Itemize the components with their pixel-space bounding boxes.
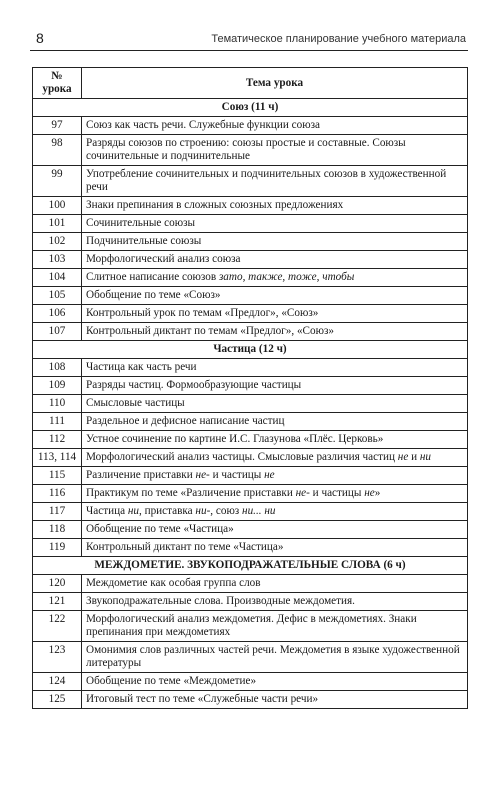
section-row: [33, 341, 468, 359]
lesson-number: 120: [33, 575, 82, 593]
lesson-number: 97: [33, 117, 82, 135]
lesson-topic: [82, 449, 468, 467]
running-header: [30, 24, 468, 51]
lesson-row: [33, 323, 468, 341]
topic-text: Морфологический анализ междометия. Дефис в междометиях. Знаки препинания при междометиях: [86, 613, 417, 638]
lesson-topic: [82, 691, 468, 709]
lesson-number: 115: [33, 467, 82, 485]
lesson-number: 106: [33, 305, 82, 323]
topic-text: , союз: [210, 505, 243, 517]
topic-text: Устное сочинение по картине И.С. Глазунова «Плёс. Церковь»: [86, 433, 384, 445]
topic-text: Омонимия слов различных частей речи. Междометия в языке художественной литературы: [86, 644, 460, 669]
topic-text: Различение приставки: [86, 469, 196, 481]
lesson-row: [33, 413, 468, 431]
topic-text: и частицы: [209, 469, 265, 481]
lesson-number: 119: [33, 539, 82, 557]
lesson-topic: [82, 359, 468, 377]
topic-text: и частицы: [309, 487, 365, 499]
lesson-number: 124: [33, 673, 82, 691]
lesson-row: [33, 521, 468, 539]
lesson-row: [33, 215, 468, 233]
lesson-row: [33, 431, 468, 449]
topic-text: Разряды частиц. Формообразующие частицы: [86, 379, 302, 391]
topic-text: Контрольный урок по темам «Предлог», «Союз»: [86, 307, 319, 319]
topic-text-italic: не: [397, 451, 409, 463]
topic-text: Итоговый тест по теме «Служебные части речи»: [86, 693, 319, 705]
lesson-number: 116: [33, 485, 82, 503]
column-header-number: № урока: [33, 68, 82, 99]
lesson-row: [33, 485, 468, 503]
table-header-row: [33, 68, 468, 99]
topic-text: Союз как часть речи. Служебные функции союза: [86, 119, 320, 131]
topic-text: Контрольный диктант по теме «Частица»: [86, 541, 284, 553]
section-title: Частица (12 ч): [33, 341, 468, 359]
lesson-number: 101: [33, 215, 82, 233]
lesson-number: 113, 114: [33, 449, 82, 467]
topic-text: Знаки препинания в сложных союзных предложениях: [86, 199, 344, 211]
lesson-row: [33, 233, 468, 251]
topic-text: , приставка: [138, 505, 196, 517]
lesson-row: [33, 691, 468, 709]
lesson-number: 111: [33, 413, 82, 431]
lesson-row: [33, 287, 468, 305]
topic-text: Звукоподражательные слова. Производные междометия.: [86, 595, 355, 607]
topic-text-italic: не: [264, 469, 275, 481]
section-row: [33, 557, 468, 575]
lesson-number: 122: [33, 611, 82, 642]
topic-text: Слитное написание союзов: [86, 271, 219, 283]
lesson-row: [33, 673, 468, 691]
topic-text: Смысловые частицы: [86, 397, 185, 409]
lesson-topic: [82, 215, 468, 233]
lesson-topic: [82, 593, 468, 611]
lesson-number: 102: [33, 233, 82, 251]
lesson-number: 121: [33, 593, 82, 611]
topic-text: Междометие как особая группа слов: [86, 577, 261, 589]
lesson-topic: [82, 503, 468, 521]
lesson-row: [33, 503, 468, 521]
lesson-topic: [82, 233, 468, 251]
lesson-row: [33, 197, 468, 215]
topic-text-italic: ни... ни: [242, 505, 276, 517]
lesson-topic: [82, 673, 468, 691]
lesson-row: [33, 359, 468, 377]
lesson-topic: [82, 413, 468, 431]
lesson-number: 110: [33, 395, 82, 413]
lesson-topic: [82, 251, 468, 269]
topic-text: Обобщение по теме «Междометие»: [86, 675, 257, 687]
topic-text: Морфологический анализ союза: [86, 253, 241, 265]
lesson-row: [33, 642, 468, 673]
lesson-topic: [82, 521, 468, 539]
table-body: [33, 99, 468, 709]
lesson-number: 125: [33, 691, 82, 709]
topic-text: Морфологический анализ частицы. Смысловые различия частиц: [86, 451, 398, 463]
topic-text: Обобщение по теме «Союз»: [86, 289, 221, 301]
lesson-number: 112: [33, 431, 82, 449]
lesson-row: [33, 449, 468, 467]
lesson-topic: [82, 467, 468, 485]
lesson-topic: [82, 431, 468, 449]
lesson-topic: [82, 539, 468, 557]
topic-text: Употребление сочинительных и подчинительных союзов в художественной речи: [86, 168, 447, 193]
lesson-number: 118: [33, 521, 82, 539]
lesson-number: 107: [33, 323, 82, 341]
column-header-topic: Тема урока: [82, 68, 468, 99]
lesson-row: [33, 377, 468, 395]
topic-text: Контрольный диктант по темам «Предлог», «Союз»: [86, 325, 334, 337]
lesson-topic: [82, 485, 468, 503]
lesson-topic: [82, 377, 468, 395]
topic-text-italic: ни: [419, 451, 432, 463]
topic-text-italic: не-: [195, 469, 210, 481]
lesson-number: 98: [33, 135, 82, 166]
lesson-topic: [82, 269, 468, 287]
lesson-number: 105: [33, 287, 82, 305]
topic-text: и: [408, 451, 420, 463]
lesson-number: 108: [33, 359, 82, 377]
topic-text-italic: ни: [127, 505, 139, 517]
lesson-number: 117: [33, 503, 82, 521]
topic-text: »: [374, 487, 381, 499]
lesson-topic: [82, 575, 468, 593]
lesson-topic: [82, 305, 468, 323]
lesson-row: [33, 251, 468, 269]
topic-text: Частица: [86, 505, 128, 517]
lesson-number: 100: [33, 197, 82, 215]
lesson-number: 109: [33, 377, 82, 395]
lesson-topic: [82, 323, 468, 341]
section-title: МЕЖДОМЕТИЕ. ЗВУКОПОДРАЖАТЕЛЬНЫЕ СЛОВА (6 ч): [33, 557, 468, 575]
lesson-row: [33, 539, 468, 557]
topic-text: Частица как часть речи: [86, 361, 197, 373]
lesson-number: 104: [33, 269, 82, 287]
lesson-number: 99: [33, 166, 82, 197]
lesson-row: [33, 575, 468, 593]
topic-text-italic: не-: [295, 487, 310, 499]
lesson-topic: [82, 642, 468, 673]
section-title: Союз (11 ч): [33, 99, 468, 117]
topic-text: Подчинительные союзы: [86, 235, 202, 247]
topic-text: Практикум по теме «Различение приставки: [86, 487, 296, 499]
lesson-row: [33, 135, 468, 166]
topic-text: Обобщение по теме «Частица»: [86, 523, 234, 535]
lesson-topic: [82, 166, 468, 197]
topic-text-italic: не: [364, 487, 375, 499]
lesson-row: [33, 269, 468, 287]
lesson-number: 103: [33, 251, 82, 269]
lesson-row: [33, 593, 468, 611]
topic-text: Сочинительные союзы: [86, 217, 196, 229]
lesson-topic: [82, 611, 468, 642]
lesson-row: [33, 166, 468, 197]
lesson-number: 123: [33, 642, 82, 673]
lesson-topic: [82, 287, 468, 305]
topic-text: Разряды союзов по строению: союзы простые и составные. Союзы сочинительные и подчинительные: [86, 137, 406, 162]
running-title: Тематическое планирование учебного материала: [211, 33, 466, 45]
topic-text-italic: зато, также, тоже, чтобы: [218, 271, 355, 283]
lesson-row: [33, 395, 468, 413]
lesson-row: [33, 611, 468, 642]
lesson-topic: [82, 395, 468, 413]
lesson-row: [33, 305, 468, 323]
lesson-row: [33, 117, 468, 135]
lesson-topic: [82, 135, 468, 166]
topic-text: Раздельное и дефисное написание частиц: [86, 415, 285, 427]
lesson-topic: [82, 117, 468, 135]
lesson-row: [33, 467, 468, 485]
page-number: 8: [36, 30, 44, 46]
topic-text-italic: ни-: [195, 505, 211, 517]
lesson-topic: [82, 197, 468, 215]
section-row: [33, 99, 468, 117]
lesson-plan-table: [32, 67, 468, 709]
